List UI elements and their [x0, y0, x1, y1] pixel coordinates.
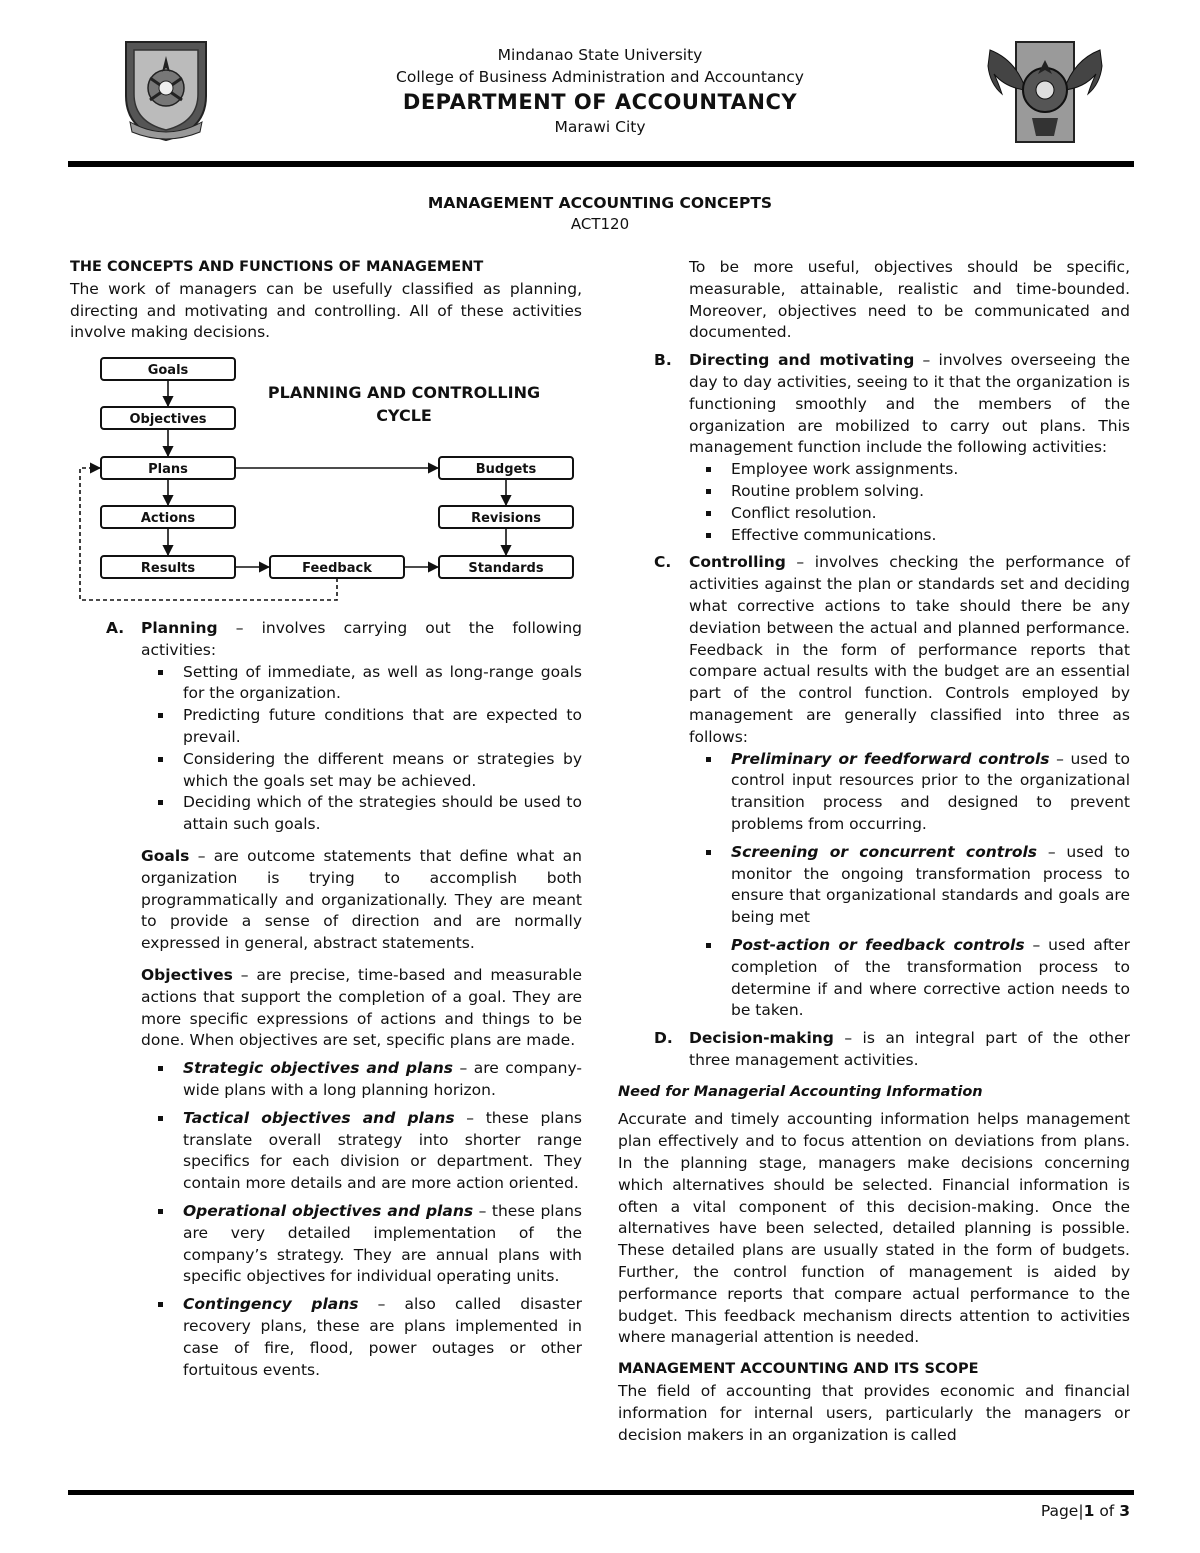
- controlling-bullets: [689, 749, 1130, 1023]
- directing-term: Directing and motivating: [689, 351, 915, 370]
- need-heading: Need for Managerial Accounting Information: [618, 1083, 983, 1100]
- objectives-text: – are precise, time-based and measurable actions that support the completion of a goal. They are more specific expressions of actions and things to be done. When objectives are set, specific plans are made.: [141, 965, 582, 1050]
- controlling-letter: C.: [654, 553, 672, 572]
- planning-letter: A.: [106, 619, 125, 637]
- directing-item: [618, 350, 1130, 546]
- directing-bullets: [689, 459, 1130, 546]
- left-column-intro: [70, 257, 582, 344]
- objectives-continuation: [618, 257, 1130, 344]
- control-type-bullet: [731, 935, 1130, 1022]
- control-type-text: – used to monitor the ongoing transformation process to ensure that organizational standards and goals are being met: [731, 842, 1130, 927]
- objectives-definition: [70, 965, 582, 1381]
- document-title: MANAGEMENT ACCOUNTING CONCEPTS: [427, 194, 773, 212]
- planning-text: – involves carrying out the following activities:: [141, 619, 582, 659]
- directing-bullet: Employee work assignments.: [731, 459, 1130, 481]
- feedback-box-label: Feedback: [302, 561, 372, 576]
- diagram-title-line2: CYCLE: [376, 406, 432, 425]
- control-type-text: – used to control input resources prior to the organizational transition process and designed to prevent problems from occurring.: [731, 749, 1130, 833]
- left-column-body: [70, 618, 582, 1381]
- need-paragraph: Accurate and timely accounting information helps management plan effectively and to focus attention on deviations from plans. In the planning stage, managers make decisions concerning which alternatives should be selected. Financial information is often a vital component of this decision-making. Once the alternatives have been selected, detailed planning is possible. These detailed plans are usually stated in the form of budgets. Further, the control function of management is aided by performance reports that compare actual performance to the budget. This feedback mechanism directs attention to activities where managerial attention is needed.: [618, 1110, 1130, 1347]
- planning-bullet: Predicting future conditions that are expected to prevail.: [183, 705, 582, 749]
- revisions-box-label: Revisions: [471, 511, 541, 526]
- objectives-term: Objectives: [141, 965, 233, 984]
- control-type-bullet: [731, 749, 1130, 836]
- scope-heading: MANAGEMENT ACCOUNTING AND ITS SCOPE: [618, 1361, 979, 1378]
- plans-box-label: Plans: [148, 462, 188, 477]
- actions-box-label: Actions: [140, 511, 196, 526]
- decision-text: – is an integral part of the other three management activities.: [689, 1029, 1130, 1069]
- objective-type-text: – also called disaster recovery plans, these are plans implemented in case of fire, flood, power outages or other fortuitous events.: [183, 1295, 582, 1379]
- standards-box-label: Standards: [468, 561, 544, 576]
- directing-text: – involves overseeing the day to day activities, seeing to it that the organization is functioning smoothly and the members of the organization are mobilized to carry out plans. This management function include the following activities:: [689, 351, 1130, 457]
- goals-text: – are outcome statements that define what an organization is trying to accomplish both programmatically and organizationally. They are meant to provide a sense of direction and are normally expressed in general, abstract statements.: [141, 846, 582, 953]
- budgets-box-label: Budgets: [475, 462, 537, 477]
- objective-type-text: – these plans are very detailed implementation of the company’s strategy. They are annual plans with specific objectives for individual operating units.: [183, 1201, 583, 1286]
- right-column: [618, 257, 1130, 1446]
- decision-letter: D.: [654, 1029, 673, 1048]
- planning-item: [70, 618, 582, 836]
- decision-term: Decision-making: [689, 1029, 834, 1048]
- objective-type-text: – these plans translate overall strategy into shorter range specifics for each division or department. They contain more details and are more action oriented.: [183, 1108, 583, 1193]
- objective-type-term: Strategic objectives and plans: [183, 1059, 454, 1078]
- directing-letter: B.: [654, 351, 672, 370]
- control-type-term: Preliminary or feedforward controls: [731, 749, 1050, 768]
- footer-divider: [68, 1490, 1134, 1495]
- page-separator: |: [1078, 1502, 1084, 1520]
- objective-type-term: Tactical objectives and plans: [183, 1108, 455, 1127]
- page-number: [1041, 1502, 1130, 1520]
- control-type-bullet: [731, 842, 1130, 929]
- department-name: DEPARTMENT OF ACCOUNTANCY: [402, 90, 798, 114]
- directing-bullet: Routine problem solving.: [731, 481, 1130, 503]
- controlling-term: Controlling: [689, 553, 786, 572]
- planning-bullet: Considering the different means or strategies by which the goals set may be achieved.: [183, 749, 582, 793]
- directing-bullet: Conflict resolution.: [731, 503, 1130, 525]
- page-of: of: [1099, 1502, 1115, 1520]
- college-name: College of Business Administration and Accountancy: [396, 68, 804, 86]
- objective-type-term: Operational objectives and plans: [183, 1201, 474, 1220]
- decision-item: [618, 1028, 1130, 1072]
- course-code: ACT120: [570, 215, 630, 233]
- objective-type-bullet: [183, 1108, 582, 1195]
- page-current: 1: [1083, 1502, 1095, 1520]
- page-label: Page: [1040, 1502, 1079, 1520]
- university-name: Mindanao State University: [497, 46, 703, 64]
- goals-box-label: Goals: [147, 363, 189, 378]
- objective-type-term: Contingency plans: [183, 1295, 359, 1314]
- objectives-continuation-text: To be more useful, objectives should be specific, measurable, attainable, realistic and time-bounded. Moreover, objectives need to be communicated and documented.: [689, 258, 1130, 342]
- objectives-bullets: [141, 1058, 582, 1381]
- objective-type-text: – are company-wide plans with a long planning horizon.: [183, 1059, 582, 1099]
- control-type-term: Post-action or feedback controls: [731, 935, 1025, 954]
- control-type-term: Screening or concurrent controls: [731, 842, 1038, 861]
- diagram-title-line1: PLANNING AND CONTROLLING: [267, 383, 541, 402]
- section-heading-concepts: THE CONCEPTS AND FUNCTIONS OF MANAGEMENT: [70, 259, 484, 275]
- objective-type-bullet: [183, 1058, 582, 1102]
- city-name: Marawi City: [554, 118, 646, 136]
- planning-bullet: Deciding which of the strategies should be used to attain such goals.: [183, 792, 582, 836]
- planning-controlling-cycle-diagram: [70, 352, 582, 606]
- header-divider: [68, 161, 1134, 167]
- planning-bullets: [141, 662, 582, 836]
- planning-term: Planning: [141, 619, 218, 637]
- goals-term: Goals: [141, 846, 190, 865]
- results-box-label: Results: [140, 561, 196, 576]
- controlling-item: [618, 552, 1130, 1022]
- objective-type-bullet: [183, 1201, 582, 1288]
- controlling-text: – involves checking the performance of activities against the plan or standards set and deciding what corrective actions to take should there be any deviation between the actual and planned performance. Feedback in the form of performance reports that compare actual results with the budget are an essential part of the control function. Controls employed by management are generally classified into three as follows:: [689, 553, 1130, 746]
- objective-type-bullet: [183, 1294, 582, 1381]
- goals-definition: [70, 846, 582, 955]
- control-type-text: – used after completion of the transformation process to determine if and where corrective action needs to be taken.: [731, 935, 1130, 1020]
- planning-bullet: Setting of immediate, as well as long-range goals for the organization.: [183, 662, 582, 706]
- intro-paragraph: The work of managers can be usefully classified as planning, directing and motivating and controlling. All of these activities involve making decisions.: [70, 279, 582, 342]
- directing-bullet: Effective communications.: [731, 525, 1130, 547]
- feedback-loop-dashed: [80, 468, 337, 600]
- objectives-box-label: Objectives: [129, 412, 207, 427]
- page-total: 3: [1119, 1502, 1130, 1520]
- scope-paragraph: The field of accounting that provides economic and financial information for internal users, particularly the managers or decision makers in an organization is called: [618, 1382, 1130, 1444]
